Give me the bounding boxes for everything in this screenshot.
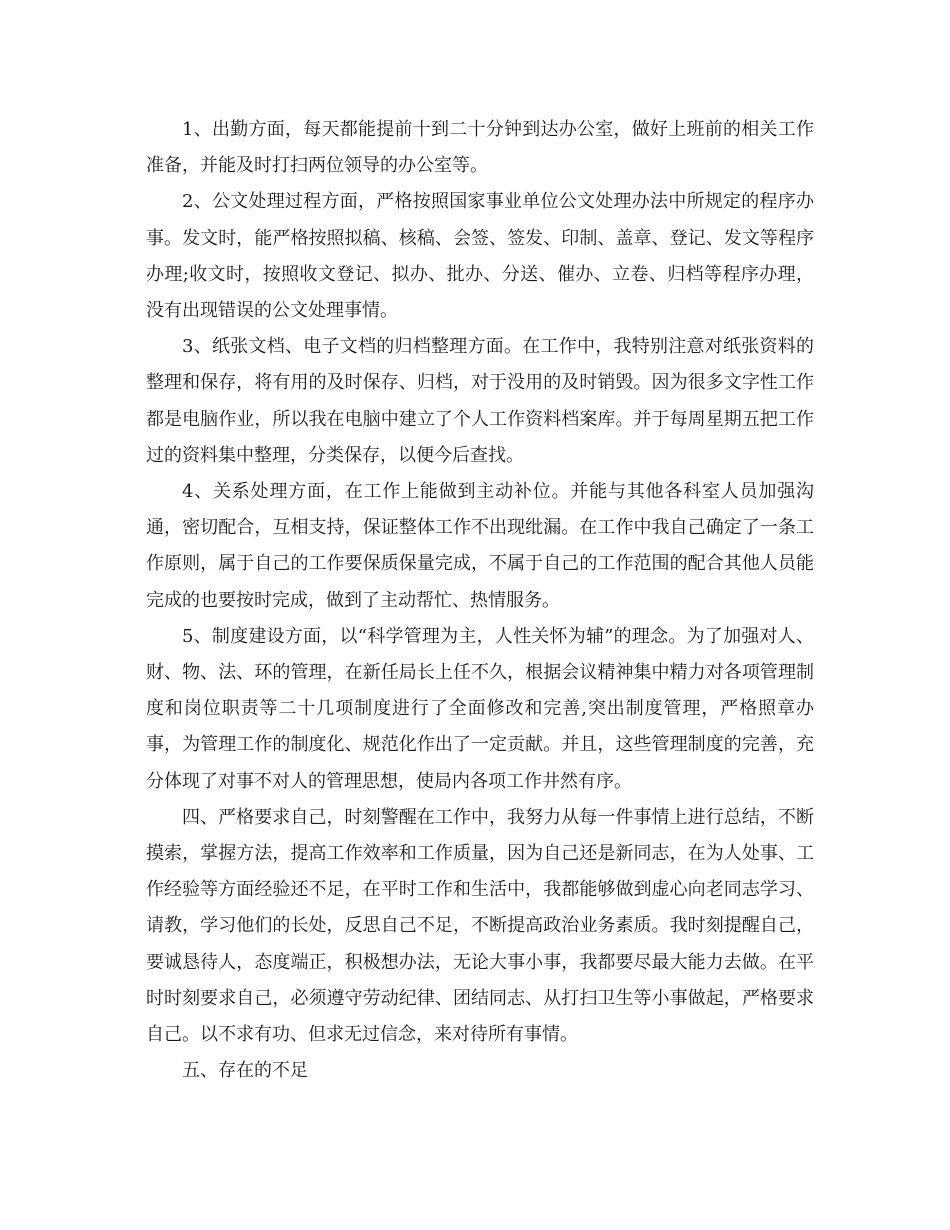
paragraph-document-handling: 2、公文处理过程方面，严格按照国家事业单位公文处理办法中所规定的程序办事。发文时，能严格按照拟稿、核稿、会签、签发、印制、盖章、登记、发文等程序办理;收文时，按照收文登记、拟办、批办、分送、催办、立卷、归档等程序办理，没有出现错误的公文处理事情。 [146,191,814,322]
paragraph-archiving: 3、纸张文档、电子文档的归档整理方面。在工作中，我特别注意对纸张资料的整理和保存，将有用的及时保存、归档，对于没用的及时销毁。因为很多文字性工作都是电脑作业，所以我在电脑中建立了个人工作资料档案库。并于每周星期五把工作过的资料集中整理，分类保存，以便今后查找。 [146,336,814,466]
document-body [146,112,814,1089]
paragraph-relations: 4、关系处理方面，在工作上能做到主动补位。并能与其他各科室人员加强沟通，密切配合，互相支持，保证整体工作不出现纰漏。在工作中我自己确定了一条工作原则，属于自己的工作要保质保量完成，不属于自己的工作范围的配合其他人员能完成的也要按时完成，做到了主动帮忙、热情服务。 [146,481,814,611]
paragraph-system-building: 5、制度建设方面，以“科学管理为主，人性关怀为辅”的理念。为了加强对人、财、物、法、环的管理，在新任局长上任不久，根据会议精神集中精力对各项管理制度和岗位职责等二十几项制度进行了全面修改和完善,突出制度管理，严格照章办事，为管理工作的制度化、规范化作出了一定贡献。并且，这些管理制度的完善，充分体现了对事不对人的管理思想，使局内各项工作井然有序。 [146,625,814,792]
paragraph-attendance: 1、出勤方面，每天都能提前十到二十分钟到达办公室，做好上班前的相关工作准备，并能及时打扫两位领导的办公室等。 [146,119,814,177]
paragraph-self-discipline: 四、严格要求自己，时刻警醒在工作中，我努力从每一件事情上进行总结，不断摸索，掌握方法，提高工作效率和工作质量，因为自己还是新同志，在为人处事、工作经验等方面经验还不足，在平时工作和生活中，我都能够做到虚心向老同志学习、请教，学习他们的长处，反思自己不足，不断提高政治业务素质。我时刻提醒自己，要诚恳待人，态度端正，积极想办法，无论大事小事，我都要尽最大能力去做。在平时时刻要求自己，必须遵守劳动纪律、团结同志、从打扫卫生等小事做起，严格要求自己。以不求有功、但求无过信念，来对待所有事情。 [146,806,814,1046]
paragraph-shortcomings-heading: 五、存在的不足 [182,1060,308,1082]
